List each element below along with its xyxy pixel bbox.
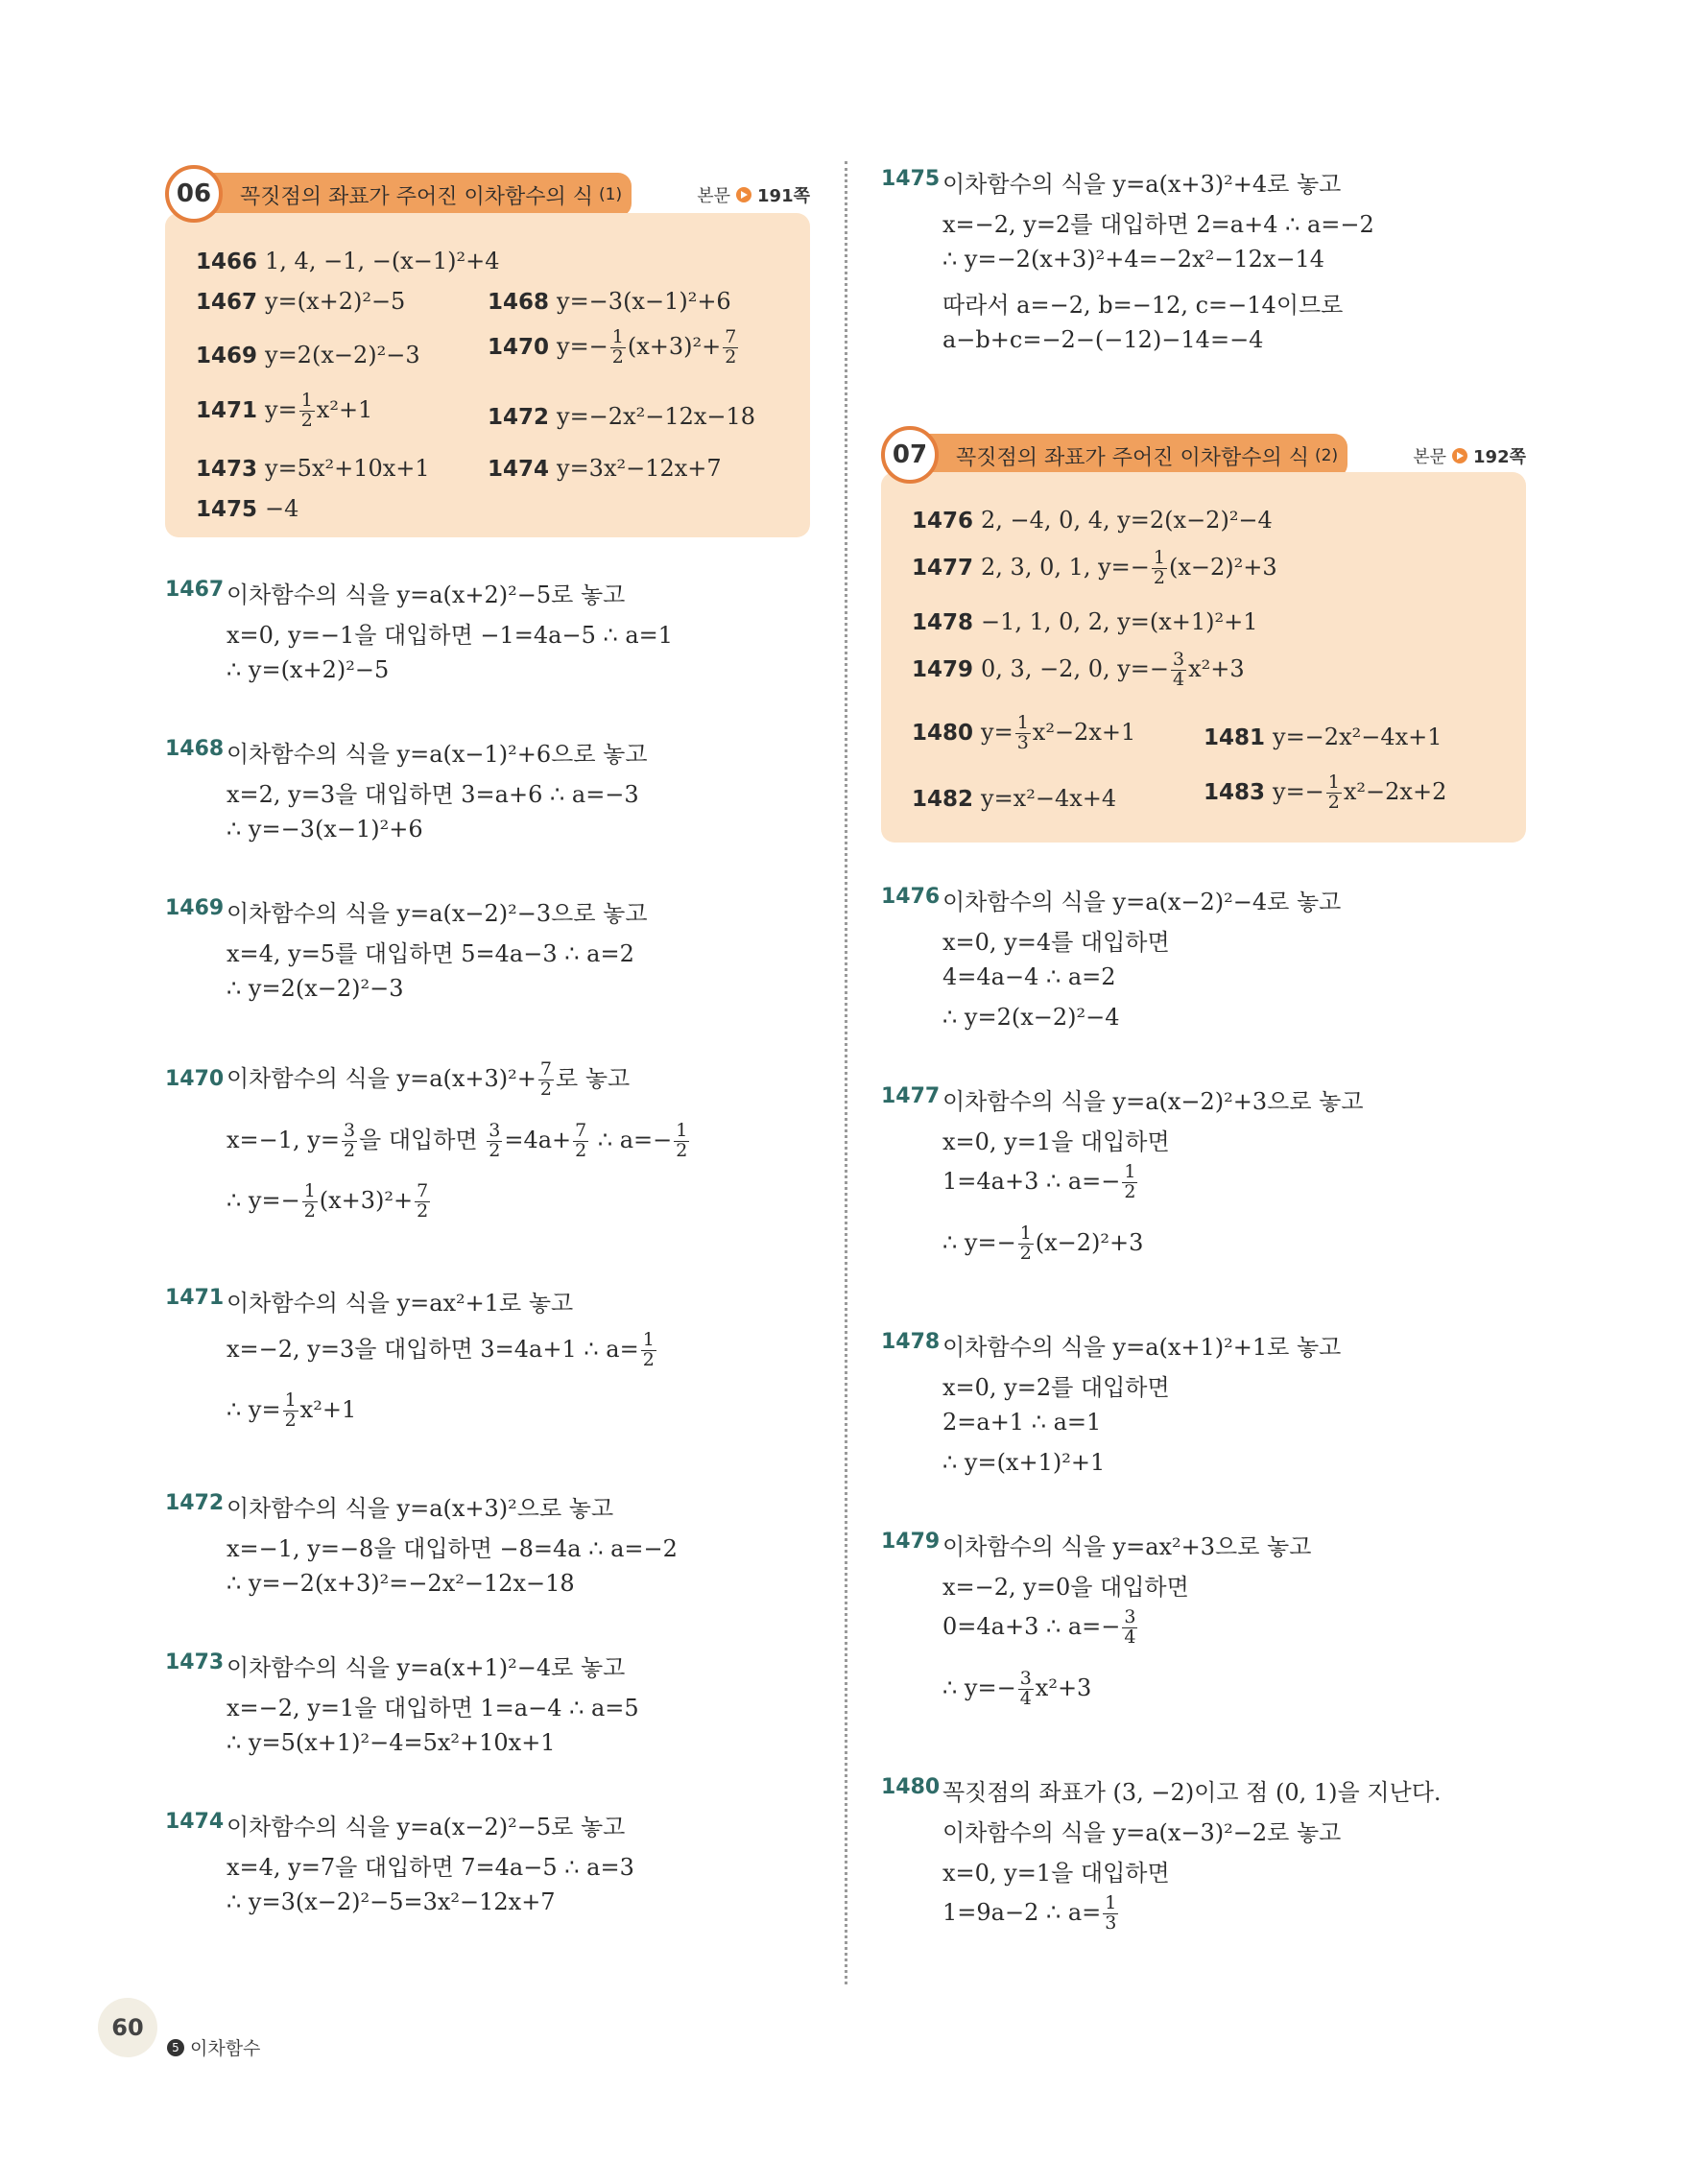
answer-item: 1476 2, −4, 0, 4, y=2(x−2)²−4 <box>912 507 1273 534</box>
solution-line: x=4, y=5를 대입하면 5=4a−3 ∴ a=2 <box>227 940 634 967</box>
problem-number: 1478 <box>881 1330 941 1354</box>
solution-line: 2=a+1 ∴ a=1 <box>942 1409 1102 1436</box>
answer-item: 1472 y=−2x²−12x−18 <box>488 403 756 430</box>
solution-line: ∴ y=− $\frac{1}{2}$ (x+3)²+ $\frac{7}{2}$ <box>227 1180 429 1222</box>
solution-line: 이차함수의 식을 y=a(x−1)²+6으로 놓고 <box>227 741 648 768</box>
reference-label: 본문 <box>697 186 731 206</box>
answer-item: 1471 y= $\frac{1}{2}$ x²+1 <box>196 390 373 431</box>
problem-number: 1477 <box>881 1084 941 1108</box>
reference-page: 191쪽 <box>757 186 810 206</box>
solution-line: 꼭짓점의 좌표가 (3, −2)이고 점 (0, 1)을 지난다. <box>942 1779 1442 1806</box>
solution-line: x=−2, y=1을 대입하면 1=a−4 ∴ a=5 <box>227 1695 639 1721</box>
answer-item: 1467 y=(x+2)²−5 <box>196 288 406 315</box>
answer-item: 1482 y=x²−4x+4 <box>912 785 1117 812</box>
solution-line: 따라서 a=−2, b=−12, c=−14이므로 <box>942 292 1344 319</box>
page-reference <box>697 182 810 207</box>
problem-number: 1469 <box>165 896 225 920</box>
chapter-label <box>167 2034 260 2060</box>
solution-line: x=−1, y=−8을 대입하면 −8=4a ∴ a=−2 <box>227 1535 678 1562</box>
solution-line: x=2, y=3을 대입하면 3=a+6 ∴ a=−3 <box>227 781 639 808</box>
chapter-title: 이차함수 <box>190 2038 261 2059</box>
solution-line: 0=4a+3 ∴ a=− $\frac{3}{4}$ <box>942 1606 1136 1648</box>
section-title-num: (2) <box>1315 446 1339 465</box>
solution-line: 1=4a+3 ∴ a=− $\frac{1}{2}$ <box>942 1161 1136 1202</box>
answer-item: 1481 y=−2x²−4x+1 <box>1204 724 1443 750</box>
solution-line: ∴ y=3(x−2)²−5=3x²−12x+7 <box>227 1888 556 1915</box>
solution-line: ∴ y=(x+1)²+1 <box>942 1449 1106 1476</box>
reference-page: 192쪽 <box>1473 447 1526 467</box>
solution-line: ∴ y=−2(x+3)²+4=−2x²−12x−14 <box>942 246 1325 273</box>
solution-line: 이차함수의 식을 y=a(x+3)²으로 놓고 <box>227 1495 614 1522</box>
solution-line: ∴ y=(x+2)²−5 <box>227 656 390 683</box>
solution-line: x=0, y=−1을 대입하면 −1=4a−5 ∴ a=1 <box>227 622 674 649</box>
problem-number: 1474 <box>165 1810 225 1834</box>
solution-line: 이차함수의 식을 y=a(x+3)²+ $\frac{7}{2}$ 로 놓고 <box>227 1058 631 1100</box>
answer-box-06 <box>165 213 810 537</box>
solution-line: x=0, y=1을 대입하면 <box>942 1128 1170 1155</box>
solution-line: 이차함수의 식을 y=a(x−3)²−2로 놓고 <box>942 1819 1342 1846</box>
section-badge: 06 <box>165 165 223 223</box>
answer-item: 1466 1, 4, −1, −(x−1)²+4 <box>196 248 500 274</box>
solution-line: 이차함수의 식을 y=ax²+3으로 놓고 <box>942 1533 1312 1560</box>
solution-line: 이차함수의 식을 y=a(x+1)²+1로 놓고 <box>942 1334 1342 1361</box>
answer-item: 1468 y=−3(x−1)²+6 <box>488 288 731 315</box>
reference-label: 본문 <box>1413 447 1447 467</box>
answer-item: 1483 y=− $\frac{1}{2}$ x²−2x+2 <box>1204 772 1447 813</box>
section-badge: 07 <box>881 426 939 484</box>
answer-item: 1478 −1, 1, 0, 2, y=(x+1)²+1 <box>912 608 1258 635</box>
solution-line: ∴ y=2(x−2)²−3 <box>227 975 404 1002</box>
page-reference <box>1413 443 1526 468</box>
problem-number: 1473 <box>165 1650 225 1674</box>
solution-line: 이차함수의 식을 y=a(x−2)²+3으로 놓고 <box>942 1088 1364 1115</box>
solution-line: 이차함수의 식을 y=a(x−2)²−5로 놓고 <box>227 1814 626 1840</box>
problem-number: 1468 <box>165 737 225 761</box>
solution-line: ∴ y= $\frac{1}{2}$ x²+1 <box>227 1389 357 1431</box>
section-title: 꼭짓점의 좌표가 주어진 이차함수의 식 <box>240 184 594 209</box>
solution-line: 이차함수의 식을 y=a(x+1)²−4로 놓고 <box>227 1654 626 1681</box>
solution-line: ∴ y=5(x+1)²−4=5x²+10x+1 <box>227 1729 556 1756</box>
solution-line: ∴ y=−3(x−1)²+6 <box>227 816 423 843</box>
answer-item: 1474 y=3x²−12x+7 <box>488 455 722 482</box>
answer-item: 1473 y=5x²+10x+1 <box>196 455 430 482</box>
solution-line: 1=9a−2 ∴ a= $\frac{1}{3}$ <box>942 1892 1117 1934</box>
arrow-right-icon <box>1452 448 1467 463</box>
chapter-number-icon: 5 <box>167 2039 184 2056</box>
arrow-right-icon <box>736 187 751 202</box>
problem-number: 1480 <box>881 1775 941 1799</box>
problem-number: 1471 <box>165 1286 225 1310</box>
answer-item: 1469 y=2(x−2)²−3 <box>196 342 420 368</box>
solution-line: ∴ y=−2(x+3)²=−2x²−12x−18 <box>227 1570 575 1597</box>
solution-line: x=0, y=1을 대입하면 <box>942 1860 1170 1887</box>
solution-line: 4=4a−4 ∴ a=2 <box>942 963 1116 990</box>
solution-line: x=−2, y=0을 대입하면 <box>942 1574 1189 1601</box>
solution-line: 이차함수의 식을 y=a(x+2)²−5로 놓고 <box>227 582 626 608</box>
column-divider <box>845 161 847 1984</box>
solution-line: x=4, y=7을 대입하면 7=4a−5 ∴ a=3 <box>227 1854 634 1881</box>
solution-line: a−b+c=−2−(−12)−14=−4 <box>942 326 1264 353</box>
problem-number: 1472 <box>165 1491 225 1515</box>
solution-line: x=−2, y=3을 대입하면 3=4a+1 ∴ a= $\frac{1}{2}$ <box>227 1329 655 1370</box>
answer-item: 1479 0, 3, −2, 0, y=− $\frac{3}{4}$ x²+3 <box>912 649 1245 690</box>
solution-line: ∴ y=− $\frac{3}{4}$ x²+3 <box>942 1668 1092 1709</box>
section-title: 꼭짓점의 좌표가 주어진 이차함수의 식 <box>956 445 1310 470</box>
solution-line: 이차함수의 식을 y=a(x−2)²−3으로 놓고 <box>227 900 648 927</box>
answer-box-07 <box>881 472 1526 843</box>
solution-line: x=0, y=4를 대입하면 <box>942 929 1170 956</box>
section-title-num: (1) <box>599 185 623 204</box>
solution-line: 이차함수의 식을 y=a(x−2)²−4로 놓고 <box>942 889 1342 915</box>
problem-number: 1479 <box>881 1530 941 1554</box>
page-number: 60 <box>98 1998 157 2057</box>
section-title-tab <box>190 173 632 217</box>
answer-item: 1475 −4 <box>196 495 299 522</box>
solution-line: ∴ y=− $\frac{1}{2}$ (x−2)²+3 <box>942 1223 1144 1264</box>
solution-line: x=0, y=2를 대입하면 <box>942 1374 1170 1401</box>
problem-number: 1476 <box>881 885 941 909</box>
answer-item: 1477 2, 3, 0, 1, y=− $\frac{1}{2}$ (x−2)²+3 <box>912 547 1277 588</box>
solution-line: 이차함수의 식을 y=ax²+1로 놓고 <box>227 1290 574 1317</box>
problem-number: 1467 <box>165 578 225 602</box>
solution-line: x=−2, y=2를 대입하면 2=a+4 ∴ a=−2 <box>942 211 1374 238</box>
answer-item: 1480 y= $\frac{1}{3}$ x²−2x+1 <box>912 712 1136 753</box>
solution-line: x=−1, y= $\frac{3}{2}$ 을 대입하면 $\frac{3}{2}$ =4a+ $\frac{7}{2}$ ∴ a=− $\frac{1}{2}$ <box>227 1120 688 1161</box>
answer-item: 1470 y=− $\frac{1}{2}$ (x+3)²+ $\frac{7}{2}$ <box>488 326 737 368</box>
problem-number: 1470 <box>165 1067 225 1091</box>
problem-number: 1475 <box>881 167 941 191</box>
solution-line: ∴ y=2(x−2)²−4 <box>942 1004 1120 1031</box>
solution-line: 이차함수의 식을 y=a(x+3)²+4로 놓고 <box>942 171 1342 198</box>
